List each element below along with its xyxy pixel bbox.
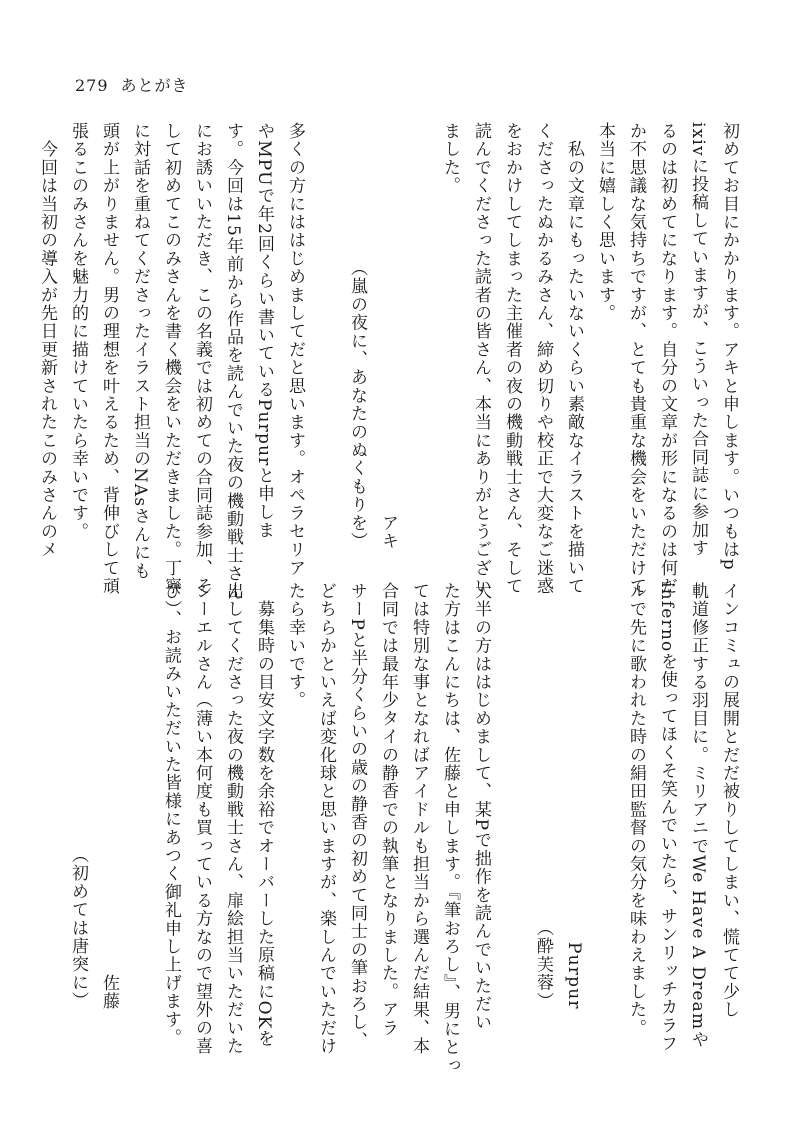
text-line: るのは初めてになります。自分の文章が形になるのは何だ: [657, 122, 677, 596]
text-line: か不思議な気持ちですが、とても貴重な機会をいただけて: [626, 122, 646, 596]
author-signature-aki: アキ: [378, 513, 398, 550]
work-title-sato: （初めては唐突に）: [68, 846, 88, 1010]
text-line: に対話を重ねてくださったイラスト担当のNAsさんにも: [130, 122, 150, 581]
work-title-purpur: （酔芙蓉）: [533, 919, 553, 1010]
text-line: び）、お読みいただいた皆様にあつく御礼申し上げます。: [161, 582, 181, 1047]
text-line: どちらかといえば変化球と思いますが、楽しんでいただけ: [316, 582, 336, 1056]
text-line: 軌道修正する羽目に。ミリアニでWe Have A Dreamや: [688, 582, 708, 1049]
text-line: サーPと半分くらいの歳の静香の初めて同士の筆おろし、: [347, 582, 367, 1050]
blank-line: [124, 582, 155, 1010]
text-line: ixivに投稿していますが、こういった合同誌に参加す: [688, 122, 708, 558]
blank-line: [310, 122, 341, 550]
text-line: にお誘いいただき、この名義では初めての合同誌参加、そ: [192, 122, 212, 596]
text-line: をおかけしてしまった主催者の夜の機動戦士さん、そして: [502, 122, 522, 596]
text-line: たら幸いです。: [285, 582, 305, 710]
page-header: [75, 73, 189, 96]
text-line: 読んでくださった読者の皆さん、本当にありがとうござい: [471, 122, 491, 596]
text-line: す。今回は15年前から作品を読んでいた夜の機動戦士さん: [223, 122, 243, 602]
text-line: 初めてお目にかかります。アキと申します。いつもはp: [719, 122, 739, 571]
blank-line: [496, 582, 527, 1010]
text-line: くださったぬかるみさん、締め切りや校正で大変なご迷惑: [533, 122, 553, 596]
top-text-block: [36, 122, 744, 602]
text-line: infernoを使ってほくそ笑んでいたら、サンリッチカラフ: [657, 582, 677, 1053]
text-line: ました。: [440, 122, 460, 195]
text-line: た方はこんにちは、佐藤と申します。『筆おろし』、男にとっ: [440, 582, 460, 1075]
text-line: して初めてこのみさんを書く機会をいただきました。丁寧: [161, 122, 181, 596]
text-line: 募集時の目安文字数を余裕でオーバーした原稿にOKを: [254, 582, 274, 1048]
text-line: やMPUで年2回くらい書いているPurpurと申しま: [254, 122, 274, 540]
text-line: ては特別な事となればアイドルも担当から選んだ結果、本: [409, 582, 429, 1056]
bottom-text-block: [68, 582, 744, 1075]
text-line: 合同では最年少タイの静香での執筆となりました。アラ: [378, 582, 398, 1037]
text-line: ルで先に歌われた時の絹田監督の気分を味わえました。: [626, 582, 646, 1037]
page-title: あとがき: [120, 76, 189, 95]
text-line: 多くの方にははじめましてだと思います。オペラセリア: [285, 122, 305, 577]
work-title-aki: （嵐の夜に、あなたのぬくもりを）: [347, 258, 367, 550]
author-signature-purpur: Purpur: [564, 942, 584, 1010]
text-line: 今回は当初の導入が先日更新されたこのみさんのメ: [37, 122, 57, 559]
page-number: 279: [75, 76, 109, 95]
text-line: 出してくださった夜の機動戦士さん、扉絵担当いただいた: [223, 582, 243, 1056]
author-signature-sato: 佐藤: [99, 973, 119, 1010]
text-line: シーエルさん（薄い本何度も買っている方なので望外の喜: [192, 582, 212, 1056]
text-line: 大半の方ははじめまして、某Pで拙作を読んでいただい: [471, 582, 491, 1032]
text-line: 頭が上がりません。男の理想を叶えるため、背伸びして頑: [99, 122, 119, 596]
text-line: 私の文章にもったいないくらい素敵なイラストを描いて: [564, 122, 584, 596]
blank-line: [403, 122, 434, 550]
text-line: インコミュの展開とだだ被りしてしまい、慌てて少し: [719, 582, 739, 1019]
blank-line: [589, 582, 620, 1010]
text-line: 張るこのみさんを魅力的に描けていたら幸いです。: [68, 122, 88, 541]
text-line: 本当に嬉しく思います。: [595, 122, 615, 323]
